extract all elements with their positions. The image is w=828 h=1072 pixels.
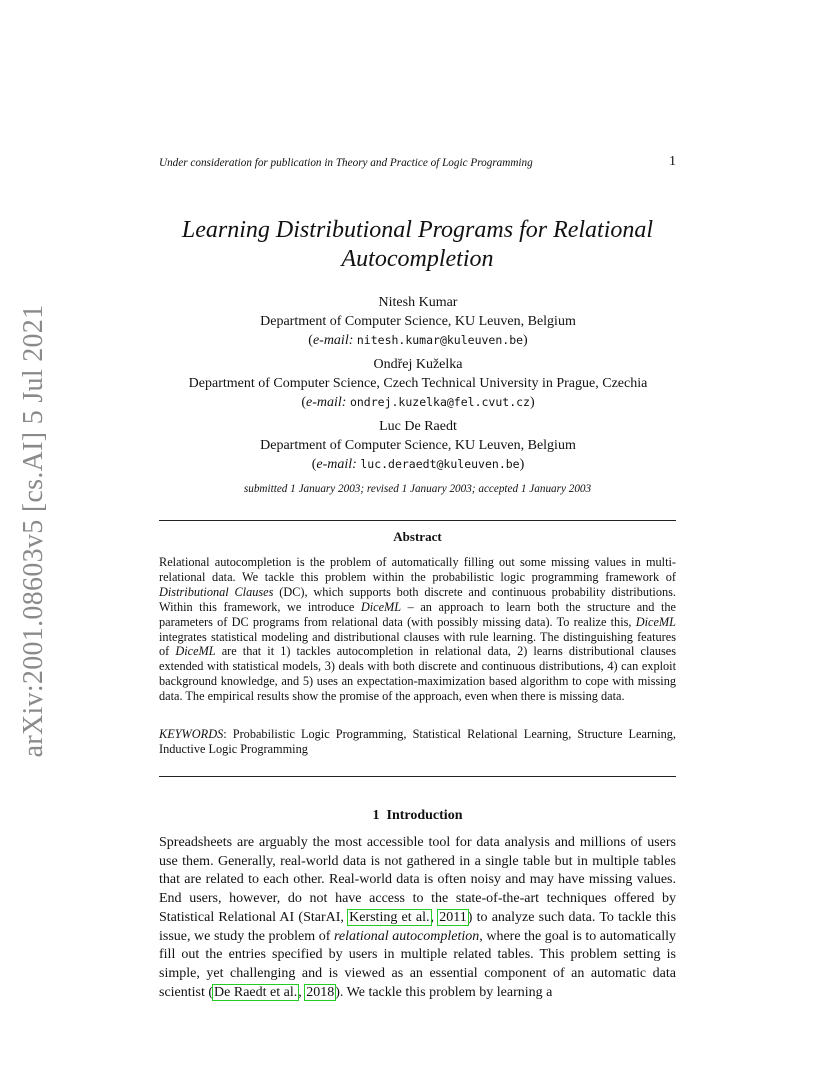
section-number: 1 [372,808,380,823]
author-block-2 [140,355,696,412]
running-head: Under consideration for publication in Theory and Practice of Logic Programming [159,157,533,169]
email-label: e-mail: [306,395,347,410]
dc-term: Distributional Clauses [159,584,274,599]
author-email[interactable]: ondrej.kuzelka@fel.cvut.cz [349,395,530,409]
abstract-bottom-rule [159,776,676,777]
arxiv-identifier-stamp: arXiv:2001.08603v5 [cs.AI] 5 Jul 2021 [18,304,49,758]
paper-title [159,216,676,274]
author-name: Luc De Raedt [379,419,457,434]
author-name: Ondřej Kuželka [373,357,463,372]
author-email[interactable]: luc.deraedt@kuleuven.be [360,457,520,471]
author-name: Nitesh Kumar [378,295,458,310]
citation-link[interactable]: Kersting et al. [349,909,430,925]
email-label: e-mail: [312,333,354,348]
title-line-1: Learning Distributional Programs for Relational [181,217,654,243]
author-email-line: (e-mail: luc.deraedt@kuleuven.be) [311,457,525,472]
diceml-term: DiceML [635,614,676,629]
citation-year-link[interactable]: 2018 [306,984,335,1000]
title-line-2: Autocompletion [341,246,494,272]
author-block-1 [140,293,696,350]
abstract-text: Relational autocompletion is the problem of automatically filling out some missing values in multi-relational data. We tackle this problem within the probabilistic logic programming framework of Distributional Clauses (DC), which supports both discrete and continuous probability distributions. Within this framework, we introduce DiceML – an approach to learn both the structure and the parameters of DC programs from relational data (with possibly missing data). To realize this, DiceML integrates statistical modeling and distributional clauses with rule learning. The distinguishing features of DiceML are that it 1) tackles autocompletion in relational data, 2) learns distributional clauses extended with statistical models, 3) deals with both discrete and continuous distributions, 4) can exploit background knowledge, and 5) uses an expectation-maximization based algorithm to cope with missing data. The empirical results show the promise of the approach, even when there is missing data. [159,555,677,704]
citation-year-link[interactable]: 2011 [439,909,467,925]
diceml-term: DiceML [360,599,402,614]
author-affiliation: Department of Computer Science, KU Leuven, Belgium [260,314,576,329]
diceml-term: DiceML [175,644,216,659]
author-block-3 [140,417,696,474]
page-number: 1 [669,154,676,169]
author-email-line: (e-mail: nitesh.kumar@kuleuven.be) [308,333,528,348]
email-label: e-mail: [316,457,357,472]
introduction-paragraph: Spreadsheets are arguably the most accessible tool for data analysis and millions of users use them. Generally, real-world data is not gathered in a single table but in multiple tables that are related to each other. Real-world data is often noisy and may have missing values. End users, however, do not have access to the state-of-the-art techniques offered by Statistical Relational AI (StarAI, Kersting et al., 2011) to analyze such data. To tackle this issue, we study the problem of relational autocompletion, where the goal is to automatically fill out the entries specified by users in multiple related tables. This problem setting is simple, yet challenging and is viewed as an essential component of an automatic data scientist (De Raedt et al., 2018). We tackle this problem by learning a [159,835,677,1000]
author-email-line: (e-mail: ondrej.kuzelka@fel.cvut.cz) [301,395,535,410]
keywords-label: KEYWORDS [159,727,224,741]
citation-link[interactable]: De Raedt et al. [214,984,298,1000]
submission-dates: submitted 1 January 2003; revised 1 January 2003; accepted 1 January 2003 [243,483,592,495]
keywords: KEYWORDS: Probabilistic Logic Programming, Statistical Relational Learning, Structure Learning, Inductive Logic Programming [159,727,676,756]
author-email[interactable]: nitesh.kumar@kuleuven.be [356,333,524,347]
section-title: Introduction [386,808,463,823]
abstract-heading: Abstract [393,529,442,544]
relational-autocompletion-term: relational autocompletion [333,928,480,944]
author-affiliation: Department of Computer Science, KU Leuven, Belgium [260,438,576,453]
abstract-top-rule [159,520,676,521]
author-affiliation: Department of Computer Science, Czech Technical University in Prague, Czechia [188,376,648,391]
section-heading [159,808,676,824]
